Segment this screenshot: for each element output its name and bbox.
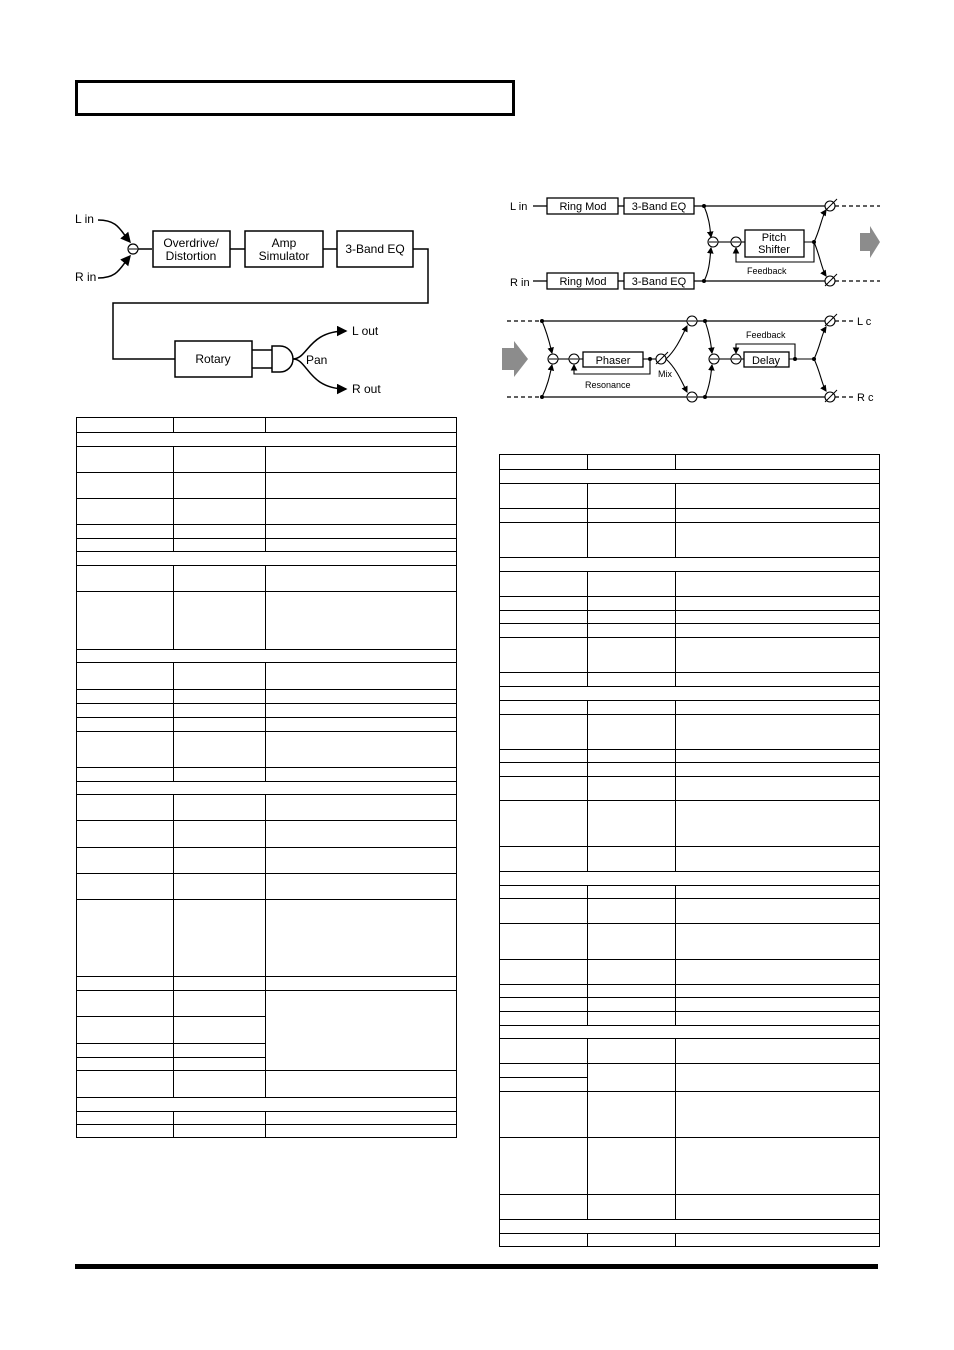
sum-icon (709, 354, 719, 364)
level-knob-icon (825, 314, 837, 326)
level-knob-icon (825, 390, 837, 402)
svg-text:Delay: Delay (751, 355, 781, 367)
mixer-sum-icon (128, 244, 138, 254)
diagram-b-r-out-label: R c (857, 392, 874, 404)
three-band-eq-block (337, 231, 413, 267)
svg-text:3-Band EQ: 3-Band EQ (345, 242, 405, 256)
svg-text:Phaser: Phaser (595, 355, 631, 367)
table-row (77, 977, 457, 991)
table-row (77, 525, 457, 539)
table-row (77, 900, 457, 977)
table-row (500, 597, 880, 611)
table-row (77, 1125, 457, 1138)
table-row (500, 1039, 880, 1064)
left-parameter-table (76, 417, 457, 1138)
section-header-box (75, 80, 515, 116)
svg-text:Rotary: Rotary (195, 352, 231, 366)
table-row (77, 566, 457, 592)
diagram-a-pan-label: Pan (306, 353, 328, 367)
table-section-row (77, 650, 457, 663)
amp-simulator-block (245, 231, 323, 267)
diagram-a-l-out-label: L out (352, 324, 379, 338)
svg-text:Simulator: Simulator (258, 249, 310, 263)
sum-icon (687, 316, 697, 326)
mix-knob-icon (656, 352, 668, 364)
diagram-a-r-out-label: R out (352, 382, 381, 396)
svg-text:Distortion: Distortion (165, 249, 217, 263)
level-knob-icon (825, 199, 837, 211)
table-section-row (77, 552, 457, 566)
svg-text:3-Band EQ: 3-Band EQ (631, 201, 687, 213)
table-row (77, 473, 457, 499)
table-section-row (500, 1026, 880, 1039)
table-row (77, 848, 457, 874)
table-section-row (500, 687, 880, 701)
eq-l-block (624, 198, 694, 214)
diagram-b-mix-label: Mix (658, 369, 672, 379)
table-row (77, 663, 457, 690)
table-row (77, 1071, 457, 1098)
table-row (500, 960, 880, 985)
table-row (77, 768, 457, 782)
phaser-block (583, 352, 643, 367)
ring-mod-r-block (547, 273, 618, 289)
table-row (500, 847, 880, 872)
sum-icon (548, 354, 558, 364)
svg-text:Pitch: Pitch (761, 232, 787, 244)
diagram-b-r-in-label: R in (510, 277, 530, 289)
pan-icon (272, 346, 293, 372)
table-row (500, 523, 880, 558)
table-section-row (500, 872, 880, 886)
table-row (500, 1138, 880, 1195)
level-knob-icon (825, 274, 837, 286)
table-row (77, 499, 457, 525)
table-section-row (500, 558, 880, 572)
table-row (77, 732, 457, 768)
table-row (77, 874, 457, 900)
table-row (500, 985, 880, 998)
table-row (77, 991, 457, 1017)
ring-mod-l-block (547, 198, 618, 214)
rotary-block (175, 341, 252, 377)
table-row (77, 1112, 457, 1125)
overdrive-distortion-block (153, 231, 230, 267)
diagram-a-r-in-label: R in (75, 270, 97, 284)
table-row (77, 592, 457, 650)
continue-arrow-icon (860, 226, 880, 258)
table-row (500, 998, 880, 1012)
table-row (500, 1092, 880, 1138)
table-row (500, 801, 880, 847)
table-row (500, 624, 880, 638)
table-section-row (77, 782, 457, 795)
table-header-row (77, 418, 457, 433)
table-row (500, 924, 880, 960)
svg-text:Shifter: Shifter (758, 244, 790, 256)
table-row (500, 701, 880, 715)
diagram-b-feedback-top-label: Feedback (747, 266, 787, 276)
footer-rule (75, 1264, 878, 1269)
table-row (500, 484, 880, 509)
table-row (77, 539, 457, 552)
eq-r-block (624, 273, 694, 289)
table-section-row (500, 1220, 880, 1234)
table-row (500, 673, 880, 687)
table-row (500, 715, 880, 750)
diagram-b-resonance-label: Resonance (585, 380, 631, 390)
diagram-b-l-in-label: L in (510, 201, 528, 213)
table-row (500, 1012, 880, 1026)
table-row (77, 447, 457, 473)
svg-text:Ring Mod: Ring Mod (559, 276, 607, 288)
sum-icon (731, 354, 741, 364)
pitch-shifter-block (745, 230, 804, 257)
sum-icon (708, 237, 718, 247)
table-row (500, 777, 880, 801)
table-section-row (77, 433, 457, 447)
table-row (77, 821, 457, 848)
delay-block (744, 352, 789, 367)
svg-text:3-Band EQ: 3-Band EQ (631, 276, 687, 288)
table-row (77, 704, 457, 718)
left-block-diagram (60, 200, 460, 410)
table-row (77, 795, 457, 821)
right-block-diagram (500, 190, 880, 410)
diagram-a-l-in-label: L in (75, 212, 94, 226)
table-row (500, 1234, 880, 1247)
table-row (500, 899, 880, 924)
svg-text:Amp: Amp (271, 236, 297, 250)
input-arrow-icon (502, 341, 528, 377)
table-row (77, 718, 457, 732)
sum-icon (731, 237, 741, 247)
table-section-row (77, 1098, 457, 1112)
table-row (500, 1195, 880, 1220)
table-row (500, 886, 880, 899)
table-row (500, 750, 880, 763)
table-row (500, 1064, 880, 1078)
right-parameter-table (499, 454, 880, 1247)
sum-icon (569, 354, 579, 364)
sum-icon (687, 392, 697, 402)
table-header-row (500, 455, 880, 470)
table-section-row (500, 470, 880, 484)
table-row (500, 509, 880, 523)
table-row (500, 638, 880, 673)
table-row (500, 572, 880, 597)
table-row (500, 763, 880, 777)
svg-text:Overdrive/: Overdrive/ (163, 236, 219, 250)
diagram-b-l-out-label: L c (857, 316, 872, 328)
svg-text:Ring Mod: Ring Mod (559, 201, 607, 213)
diagram-b-feedback-delay-label: Feedback (746, 330, 786, 340)
table-row (77, 690, 457, 704)
table-row (500, 611, 880, 624)
